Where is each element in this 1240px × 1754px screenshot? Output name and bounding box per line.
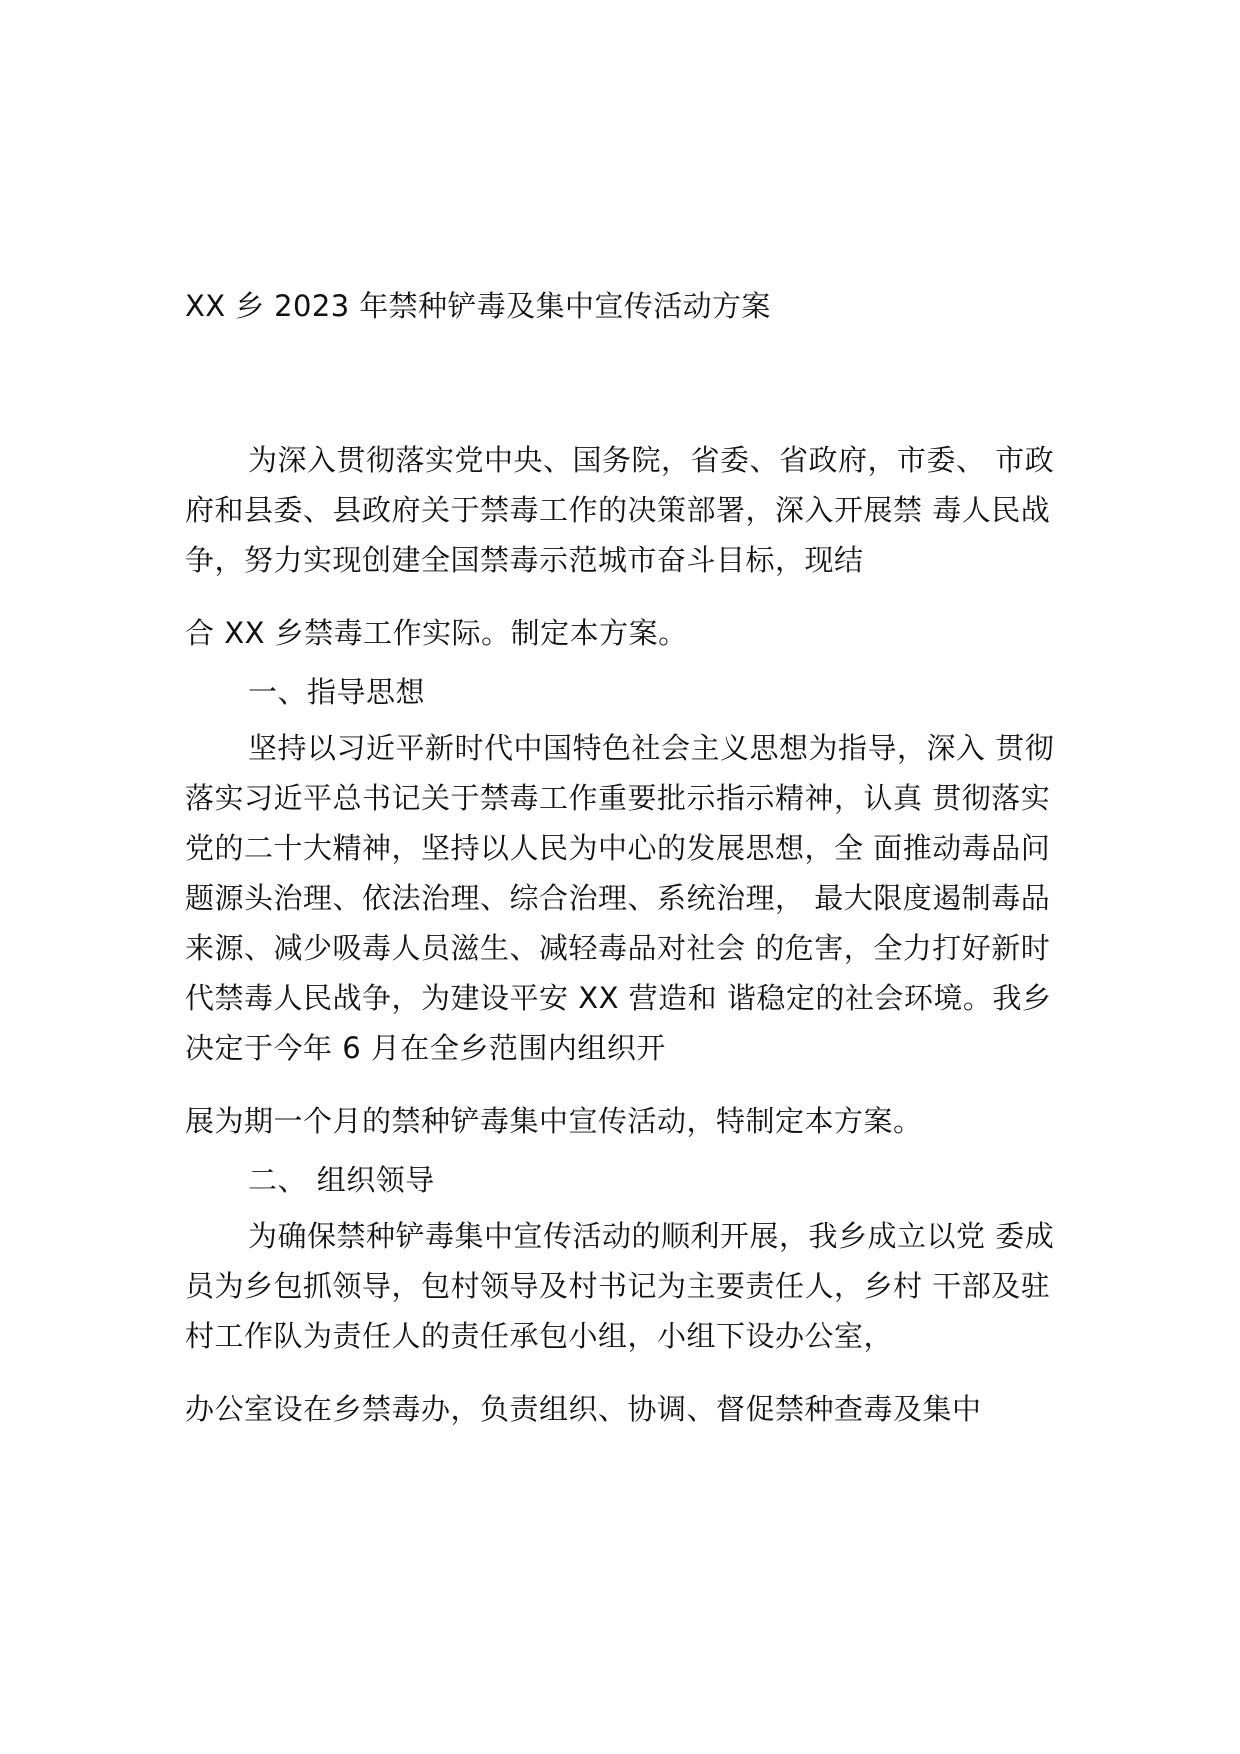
paragraph-line: 来源、减少吸毒人员滋生、减轻毒品对社会 的危害，全力打好新时	[185, 931, 1051, 965]
document-title: XX 乡 2023 年禁种铲毒及集中宣传活动方案	[185, 289, 771, 323]
paragraph-line: 党的二十大精神，坚持以人民为中心的发展思想，全 面推动毒品问	[185, 831, 1051, 865]
paragraph-line: 争，努力实现创建全国禁毒示范城市奋斗目标，现结	[185, 543, 864, 577]
paragraph-line: 决定于今年 6 月在全乡范围内组织开	[185, 1031, 666, 1065]
paragraph-line: 题源头治理、依法治理、综合治理、系统治理， 最大限度遏制毒品	[185, 881, 1051, 915]
paragraph-line: 为确保禁种铲毒集中宣传活动的顺利开展，我乡成立以党 委成	[248, 1219, 1055, 1253]
paragraph-line: 员为乡包抓领导，包村领导及村书记为主要责任人，乡村 干部及驻	[185, 1269, 1051, 1303]
paragraph-line: 为深入贯彻落实党中央、国务院，省委、省政府，市委、 市政	[248, 443, 1055, 477]
paragraph-line: 办公室设在乡禁毒办，负责组织、协调、督促禁种查毒及集中	[185, 1392, 982, 1426]
paragraph-line: 代禁毒人民战争，为建设平安 XX 营造和 谐稳定的社会环境。我乡	[185, 981, 1052, 1015]
section-heading: 二、 组织领导	[248, 1163, 435, 1197]
paragraph-line: 村工作队为责任人的责任承包小组，小组下设办公室，	[185, 1319, 894, 1353]
section-heading: 一、指导思想	[248, 675, 426, 709]
paragraph-line: 合 XX 乡禁毒工作实际。制定本方案。	[185, 616, 688, 650]
paragraph-line: 展为期一个月的禁种铲毒集中宣传活动，特制定本方案。	[185, 1104, 923, 1138]
paragraph-line: 府和县委、县政府关于禁毒工作的决策部署，深入开展禁 毒人民战	[185, 493, 1051, 527]
paragraph-line: 落实习近平总书记关于禁毒工作重要批示指示精神，认真 贯彻落实	[185, 781, 1051, 815]
paragraph-line: 坚持以习近平新时代中国特色社会主义思想为指导，深入 贯彻	[248, 731, 1055, 765]
